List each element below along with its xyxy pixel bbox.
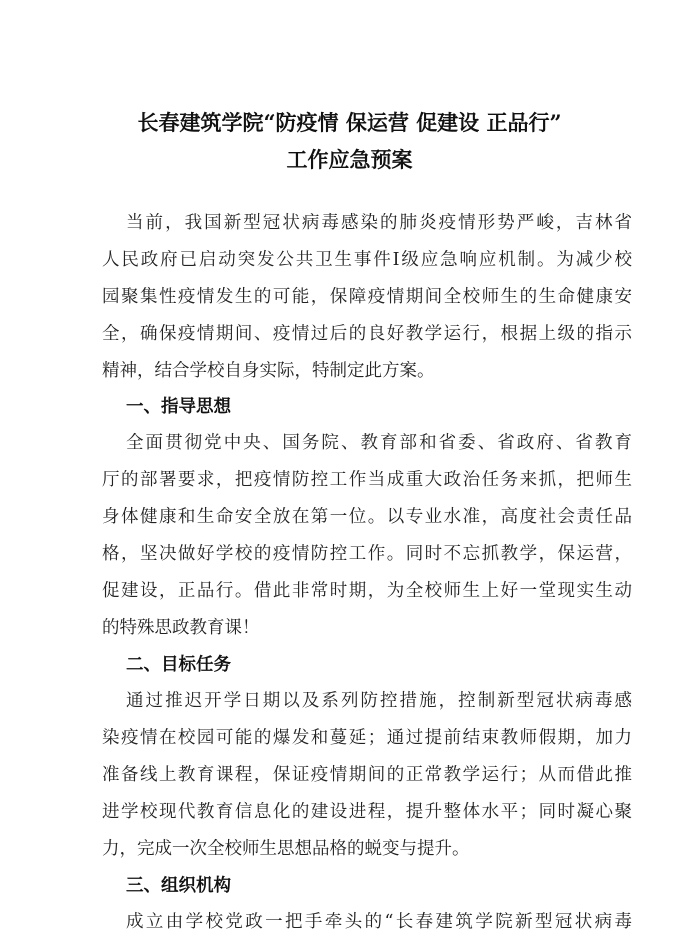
intro-line: 全，确保疫情期间、疫情过后的良好教学运行，根据上级的指示: [102, 324, 632, 344]
section1-line: 厅的部署要求，把疫情防控工作当成重大政治任务来抓，把师生: [102, 470, 632, 490]
intro-line: 人民政府已启动突发公共卫生事件Ⅰ级应急响应机制。为减少校: [102, 250, 632, 270]
document-title-line-1: 长春建筑学院“防疫情 保运营 促建设 正品行”: [137, 110, 562, 135]
section1-line: 身体健康和生命安全放在第一位。以专业水准，高度社会责任品: [102, 507, 632, 527]
intro-line: 园聚集性疫情发生的可能，保障疫情期间全校师生的生命健康安: [102, 287, 632, 307]
intro-line: 当前，我国新型冠状病毒感染的肺炎疫情形势严峻，吉林省: [126, 213, 632, 233]
section-heading-organization: 三、组织机构: [126, 876, 231, 896]
section2-line: 力，完成一次全校师生思想品格的蜕变与提升。: [102, 839, 470, 859]
section2-line: 染疫情在校园可能的爆发和蔓延；通过提前结束教师假期，加力: [102, 728, 632, 748]
section3-line: 成立由学校党政一把手牵头的“长春建筑学院新型冠状病毒: [126, 912, 632, 932]
section1-line: 的特殊思政教育课！: [102, 618, 260, 638]
section2-line: 通过推迟开学日期以及系列防控措施，控制新型冠状病毒感: [126, 691, 632, 711]
section1-line: 促建设，正品行。借此非常时期，为全校师生上好一堂现实生动: [102, 581, 632, 601]
section2-line: 准备线上教育课程，保证疫情期间的正常教学运行；从而借此推: [102, 765, 632, 785]
section1-line: 格，坚决做好学校的疫情防控工作。同时不忘抓教学，保运营，: [102, 544, 632, 564]
section-heading-goals-tasks: 二、目标任务: [126, 655, 231, 675]
document-title-line-2: 工作应急预案: [286, 147, 413, 172]
intro-line: 精神，结合学校自身实际，特制定此方案。: [102, 361, 435, 381]
section2-line: 进学校现代教育信息化的建设进程，提升整体水平；同时凝心聚: [102, 802, 632, 822]
section1-line: 全面贯彻党中央、国务院、教育部和省委、省政府、省教育: [126, 433, 632, 453]
section-heading-guiding-ideology: 一、指导思想: [126, 397, 231, 417]
